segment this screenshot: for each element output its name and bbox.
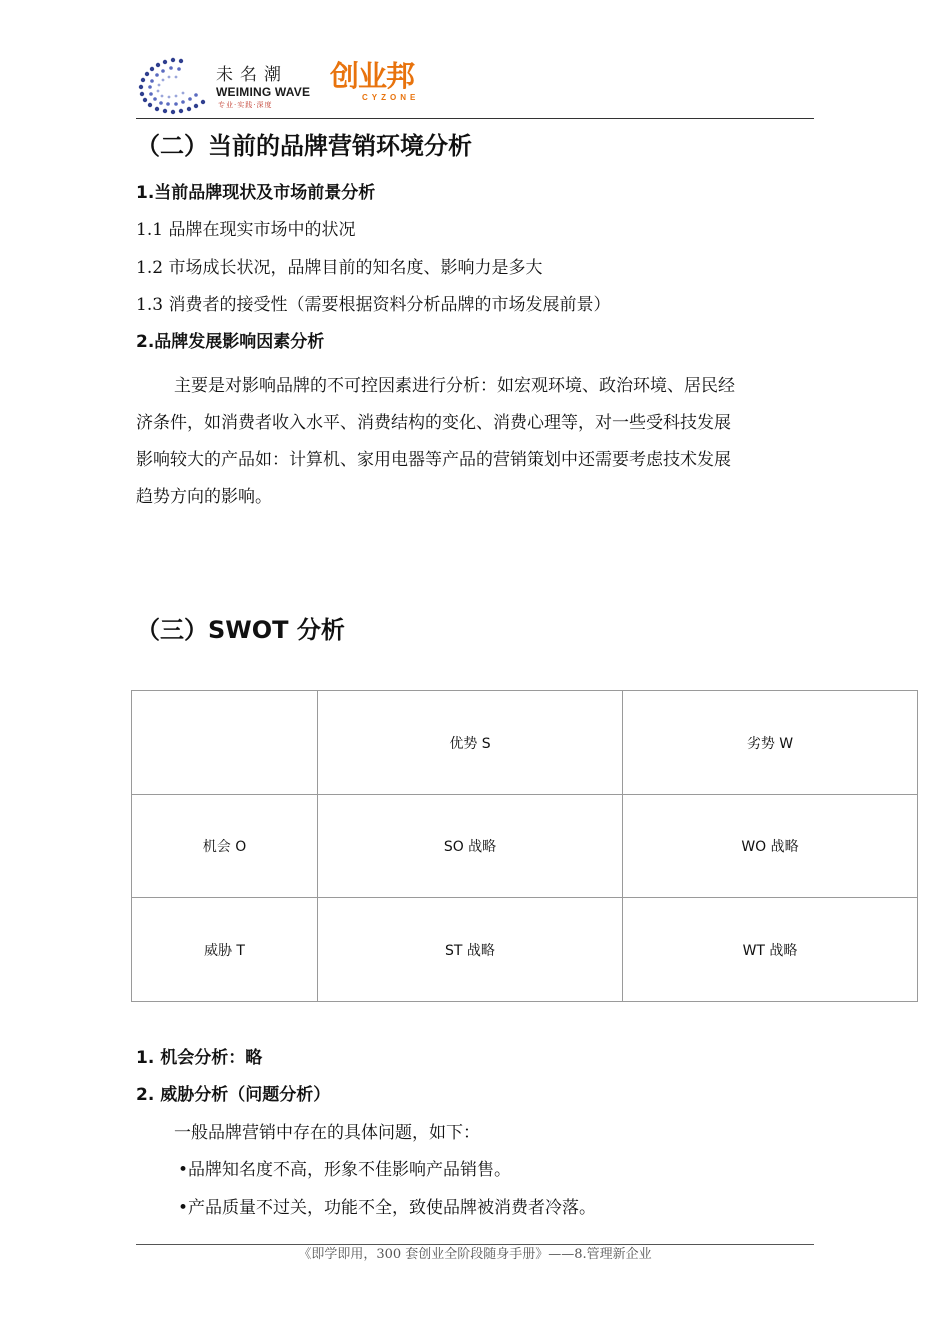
table-row-header-cell: 威胁 T	[132, 898, 318, 1002]
section2-subheading-2: 2.品牌发展影响因素分析	[136, 332, 325, 352]
table-cell: WT 战略	[623, 898, 918, 1002]
section2-item-1-2: 1.2 市场成长状况，品牌目前的知名度、影响力是多大	[136, 258, 543, 278]
page-footer: 《即学即用，300 套创业全阶段随身手册》——8.管理新企业	[298, 1247, 652, 1262]
bullet-item: •品牌知名度不高，形象不佳影响产品销售。	[178, 1160, 512, 1180]
section2-title: （二）当前的品牌营销环境分析	[136, 132, 472, 160]
section2-item-1-1: 1.1 品牌在现实市场中的状况	[136, 220, 356, 240]
table-header-cell: 优势 S	[318, 691, 623, 795]
section2-item-1-3: 1.3 消费者的接受性（需要根据资料分析品牌的市场发展前景）	[136, 295, 611, 315]
cyzone-logo-chinese: 创业邦	[330, 59, 415, 93]
weiming-wave-logo-icon	[133, 56, 213, 120]
section3-intro: 一般品牌营销中存在的具体问题，如下：	[174, 1123, 480, 1143]
paragraph-line: 趋势方向的影响。	[136, 487, 272, 507]
table-cell: WO 战略	[623, 795, 918, 898]
bullet-item: •产品质量不过关，功能不全，致使品牌被消费者冷落。	[178, 1198, 597, 1218]
section3-list-item-2: 2. 威胁分析（问题分析）	[136, 1085, 331, 1105]
weiming-logo-chinese: 未名潮	[216, 65, 288, 85]
weiming-logo-english: WEIMING WAVE	[216, 85, 311, 99]
section2-subheading-1: 1.当前品牌现状及市场前景分析	[136, 183, 376, 203]
paragraph-line: 影响较大的产品如：计算机、家用电器等产品的营销策划中还需要考虑技术发展	[136, 450, 731, 470]
table-row-header-cell: 机会 O	[132, 795, 318, 898]
header-divider	[136, 118, 814, 119]
section2-paragraph	[136, 368, 816, 516]
paragraph-line: 主要是对影响品牌的不可控因素进行分析：如宏观环境、政治环境、居民经	[174, 376, 735, 396]
table-row	[132, 795, 918, 898]
footer-divider	[136, 1244, 814, 1245]
weiming-logo-tagline: 专业·实践·深度	[218, 101, 273, 109]
table-header-row	[132, 691, 918, 795]
swot-table	[131, 690, 918, 1002]
section3-title: （三）SWOT 分析	[136, 616, 345, 644]
table-row	[132, 898, 918, 1002]
table-header-cell: 劣势 W	[623, 691, 918, 795]
table-cell: ST 战略	[318, 898, 623, 1002]
table-cell: SO 战略	[318, 795, 623, 898]
cyzone-logo-english: CYZONE	[362, 93, 420, 102]
section3-list-item-1: 1. 机会分析：略	[136, 1048, 263, 1068]
paragraph-line: 济条件，如消费者收入水平、消费结构的变化、消费心理等，对一些受科技发展	[136, 413, 731, 433]
table-corner-cell	[132, 691, 318, 795]
